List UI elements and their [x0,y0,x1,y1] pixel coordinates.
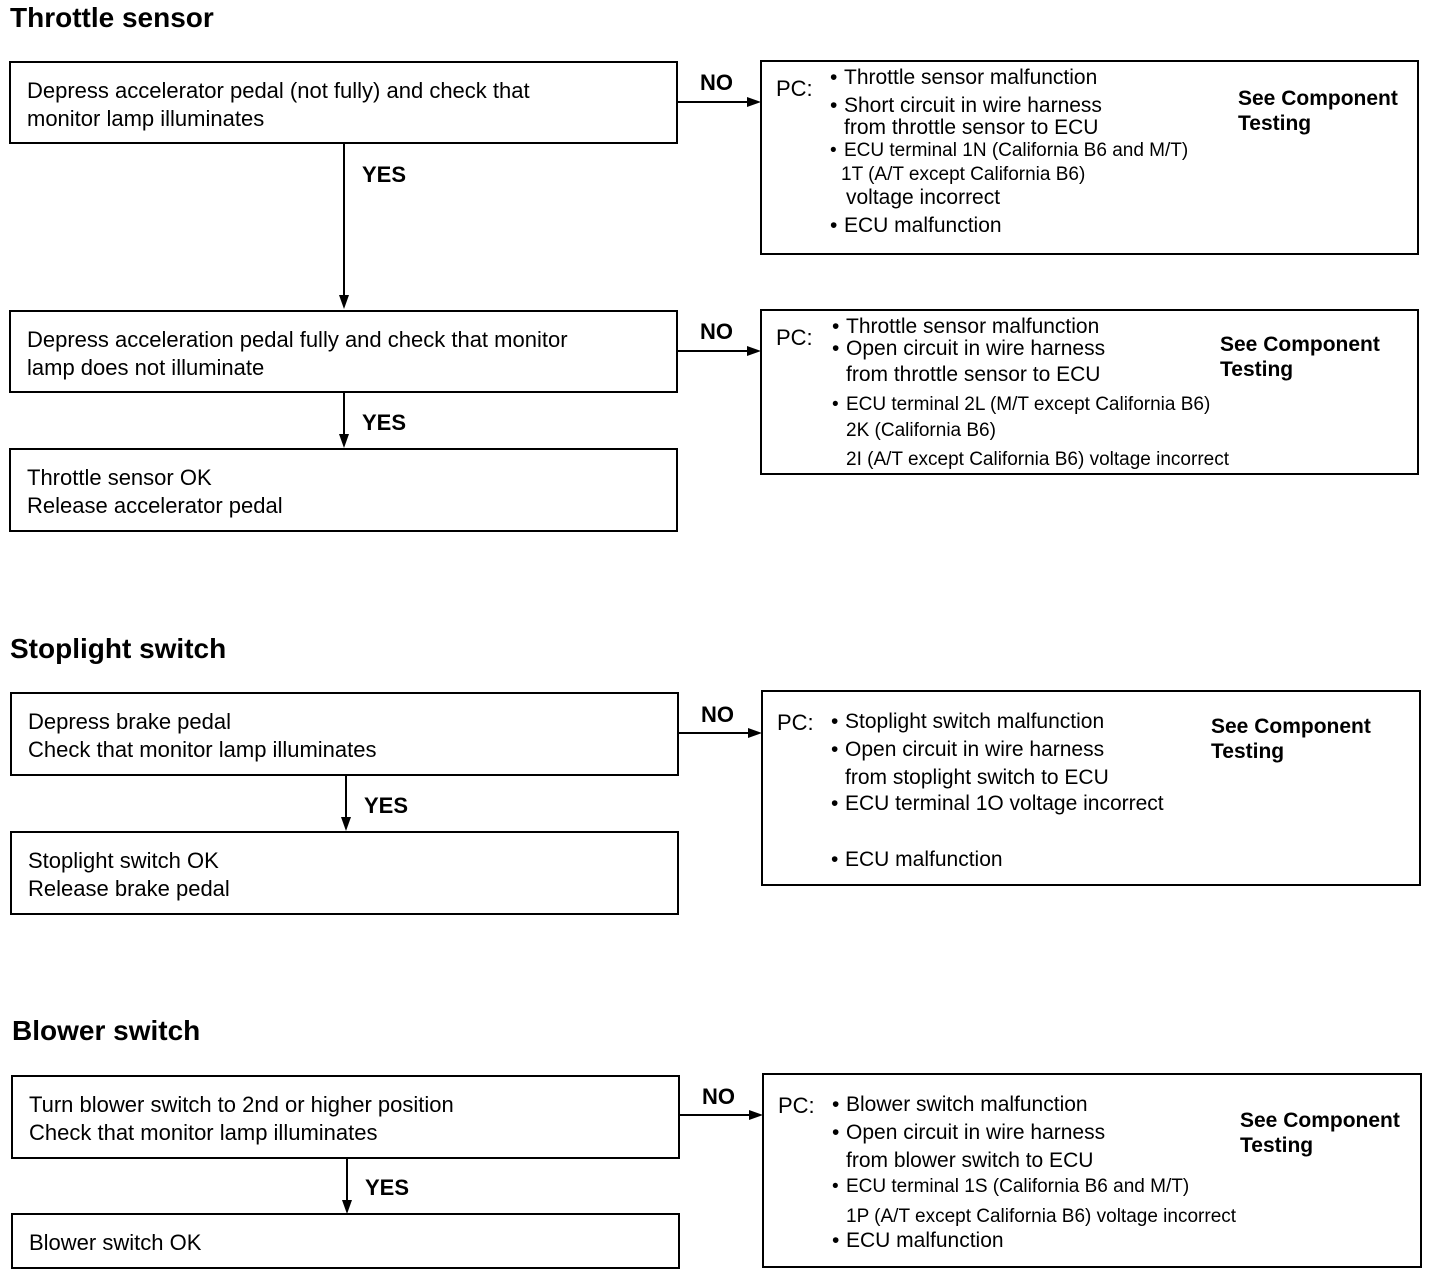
throttle-no-connector-2 [678,350,748,352]
pc-label: PC: [776,76,813,101]
arrow-down-icon [339,434,349,448]
arrow-right-icon [747,346,761,356]
stoplight-step-1-line1: Depress brake pedal [28,709,232,734]
blower-pc-item: • Blower switch malfunction [846,1093,1236,1117]
throttle-pc-box-1 [760,60,1419,255]
blower-step-1-line1: Turn blower switch to 2nd or higher position [29,1092,454,1117]
throttle-yes-label-1: YES [362,162,407,187]
arrow-right-icon [747,97,761,107]
throttle-step-2-box [9,310,678,393]
blower-pc-item: • ECU malfunction [846,1229,1236,1253]
throttle-step-1-line1: Depress accelerator pedal (not fully) and check that [27,78,530,103]
stoplight-switch-heading: Stoplight switch [10,633,227,664]
arrow-right-icon [749,1110,763,1120]
stoplight-pc-item: • Stoplight switch malfunction [845,710,1164,734]
stoplight-step-2-line1: Stoplight switch OK [28,848,219,873]
throttle-pc2-item: 2K (California B6) [846,420,996,441]
throttle-pc2-item: 2I (A/T except California B6) voltage incorrect [846,449,1229,470]
see-component-testing-note: See Component Testing [1220,333,1380,381]
stoplight-yes-connector [345,776,347,818]
throttle-no-label-1: NO [700,70,733,95]
throttle-step-3-line2: Release accelerator pedal [27,493,283,518]
stoplight-step-2-line2: Release brake pedal [28,876,230,901]
stoplight-pc-item: • ECU malfunction [845,848,1164,872]
blower-step-2-line1: Blower switch OK [29,1230,202,1255]
blower-pc-box [762,1073,1422,1268]
stoplight-no-label: NO [701,702,734,727]
see-component-testing-note: See Component Testing [1211,715,1371,763]
blower-yes-connector [346,1159,348,1201]
throttle-step-1-line2: monitor lamp illuminates [27,106,265,131]
see-component-testing-note: See Component Testing [1240,1109,1400,1157]
throttle-no-connector-1 [678,101,748,103]
blower-pc-item: from blower switch to ECU [846,1149,1094,1172]
throttle-pc1-item: 1T (A/T except California B6) [841,164,1086,185]
arrow-right-icon [748,728,762,738]
blower-switch-heading: Blower switch [12,1015,201,1046]
stoplight-yes-label: YES [364,793,409,818]
blower-no-label: NO [702,1084,735,1109]
stoplight-step-1-box [10,692,679,776]
blower-step-1-line2: Check that monitor lamp illuminates [29,1120,378,1145]
arrow-down-icon [339,295,349,309]
blower-pc-item: • Open circuit in wire harness [846,1121,1236,1145]
throttle-yes-label-2: YES [362,410,407,435]
arrow-down-icon [342,1200,352,1214]
throttle-step-2-line1: Depress acceleration pedal fully and check that monitor [27,327,568,352]
blower-pc-item: • ECU terminal 1S (California B6 and M/T) [846,1175,1236,1199]
throttle-step-3-line1: Throttle sensor OK [27,465,212,490]
stoplight-pc-box [761,690,1421,886]
throttle-pc1-item: from throttle sensor to ECU [844,116,1099,139]
blower-step-1-box [11,1075,680,1159]
throttle-pc1-item: • Short circuit in wire harness [844,94,1188,118]
throttle-pc1-item: • ECU malfunction [844,214,1188,238]
throttle-step-2-line2: lamp does not illuminate [27,355,265,380]
stoplight-pc-item: from stoplight switch to ECU [845,766,1109,789]
blower-yes-label: YES [365,1175,410,1200]
throttle-pc1-item: • ECU terminal 1N (California B6 and M/T) [844,139,1188,163]
throttle-sensor-heading: Throttle sensor [10,2,214,33]
pc-label: PC: [778,1093,815,1118]
stoplight-no-connector [679,732,749,734]
blower-no-connector [680,1114,750,1116]
throttle-step-1-box [9,61,678,144]
throttle-pc2-item: from throttle sensor to ECU [846,363,1101,386]
pc-label: PC: [776,325,813,350]
throttle-yes-connector-2 [343,393,345,435]
see-component-testing-note: See Component Testing [1238,87,1398,135]
throttle-no-label-2: NO [700,319,733,344]
stoplight-step-2-box [10,831,679,915]
blower-step-2-box [11,1213,680,1269]
blower-pc-item: 1P (A/T except California B6) voltage incorrect [846,1206,1237,1227]
throttle-step-3-box [9,448,678,532]
stoplight-step-1-line2: Check that monitor lamp illuminates [28,737,377,762]
throttle-pc2-item: • Open circuit in wire harness [846,337,1229,361]
throttle-pc1-item: voltage incorrect [846,186,1001,209]
pc-label: PC: [777,710,814,735]
throttle-pc1-item: • Throttle sensor malfunction [844,66,1188,90]
throttle-pc2-item: • Throttle sensor malfunction [846,315,1229,339]
stoplight-pc-item: • Open circuit in wire harness [845,738,1164,762]
throttle-pc2-item: • ECU terminal 2L (M/T except California B6) [846,393,1229,417]
arrow-down-icon [341,817,351,831]
stoplight-pc-item: • ECU terminal 1O voltage incorrect [845,792,1164,816]
throttle-yes-connector-1 [343,144,345,296]
throttle-pc-box-2 [760,309,1419,475]
